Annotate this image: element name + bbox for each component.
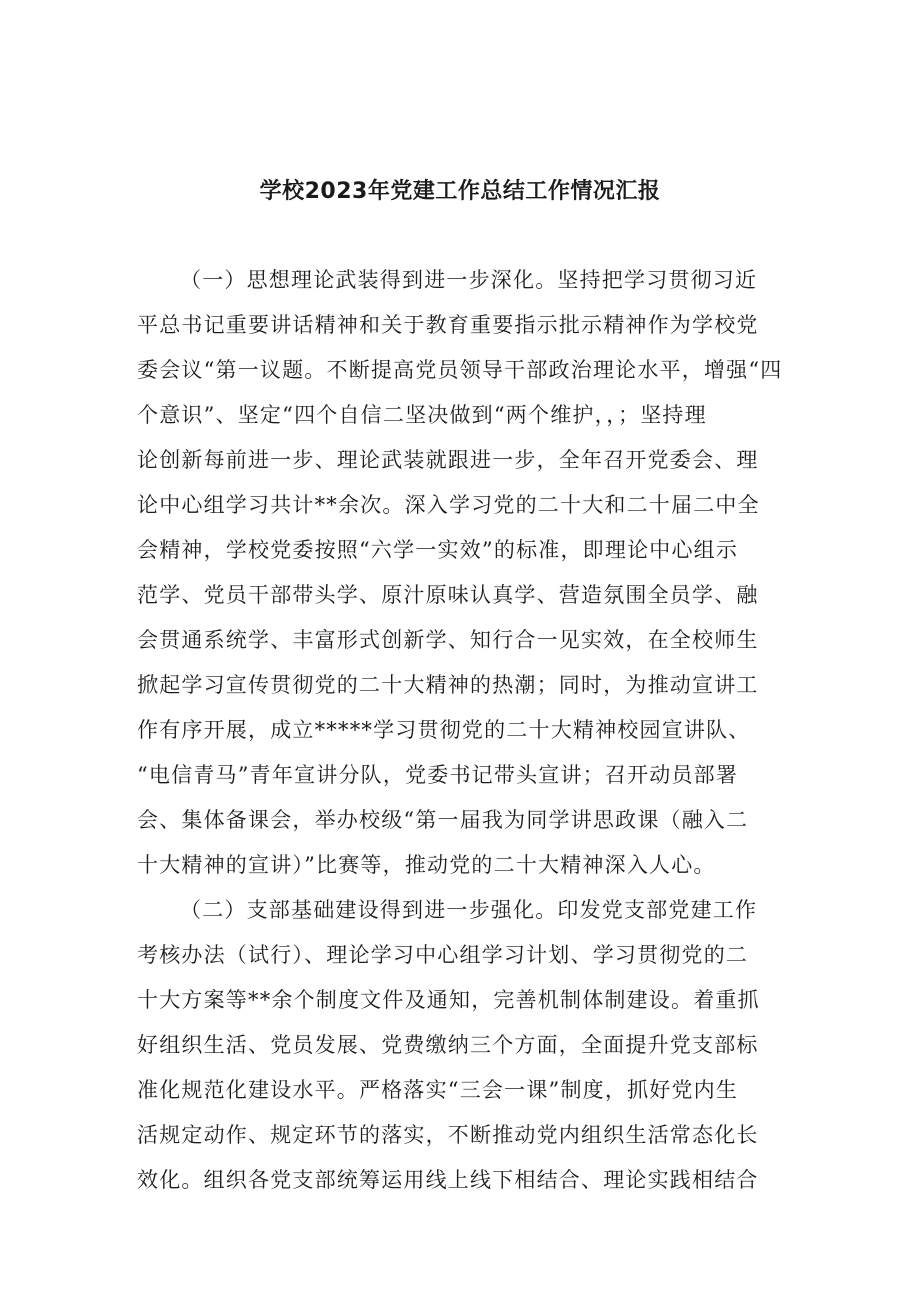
paragraph-1-line: 个意识”、坚定“四个自信二坚决做到“两个维护，，；坚持理 <box>137 403 707 427</box>
paragraph-1-line: 平总书记重要讲话精神和关于教育重要指示批示精神作为学校党 <box>137 313 759 337</box>
paragraph-1-line: “电信青马”青年宣讲分队，党委书记带头宣讲；召开动员部署 <box>137 763 739 787</box>
paragraph-2-line: 准化规范化建设水平。严格落实“三会一课”制度，抓好党内生 <box>137 1078 739 1102</box>
paragraph-2-line: 效化。组织各党支部统筹运用线上线下相结合、理论实践相结合 <box>137 1168 759 1192</box>
paragraph-1-line: （一）思想理论武装得到进一步深化。坚持把学习贯彻习近 <box>180 268 758 292</box>
paragraph-1-line: 论中心组学习共计**余次。深入学习党的二十大和二十届二中全 <box>137 493 760 517</box>
paragraph-1-line: 委会议“第一议题。不断提高党员领导干部政治理论水平，增强“四 <box>137 358 783 382</box>
paragraph-1-line: 会贯通系统学、丰富形式创新学、知行合一见实效，在全校师生 <box>137 628 759 652</box>
paragraph-2-line: （二）支部基础建设得到进一步强化。印发党支部党建工作 <box>180 898 758 922</box>
paragraph-2-line: 好组织生活、党员发展、党费缴纳三个方面，全面提升党支部标 <box>137 1033 759 1057</box>
paragraph-1-line: 会、集体备课会，举办校级“第一届我为同学讲思政课（融入二 <box>137 808 749 832</box>
paragraph-2-line: 十大方案等**余个制度文件及通知，完善机制体制建设。着重抓 <box>137 988 760 1012</box>
paragraph-1-line: 作有序开展，成立*****学习贯彻党的二十大精神校园宣讲队、 <box>137 718 751 742</box>
paragraph-1-line: 掀起学习宣传贯彻党的二十大精神的热潮；同时，为推动宣讲工 <box>137 673 759 697</box>
paragraph-1-line: 范学、党员干部带头学、原汁原味认真学、营造氛围全员学、融 <box>137 583 759 607</box>
document-title: 学校2023年党建工作总结工作情况汇报 <box>259 179 661 204</box>
paragraph-2-line: 活规定动作、规定环节的落实，不断推动党内组织生活常态化长 <box>137 1123 759 1147</box>
paragraph-1-line: 十大精神的宣讲）”比赛等，推动党的二十大精神深入人心。 <box>137 853 716 877</box>
paragraph-1-line: 论创新每前进一步、理论武装就跟进一步，全年召开党委会、理 <box>137 448 759 472</box>
paragraph-2-line: 考核办法（试行）、理论学习中心组学习计划、学习贯彻党的二 <box>137 943 749 967</box>
paragraph-1-line: 会精神，学校党委按照“六学一实效”的标准，即理论中心组示 <box>137 538 739 562</box>
